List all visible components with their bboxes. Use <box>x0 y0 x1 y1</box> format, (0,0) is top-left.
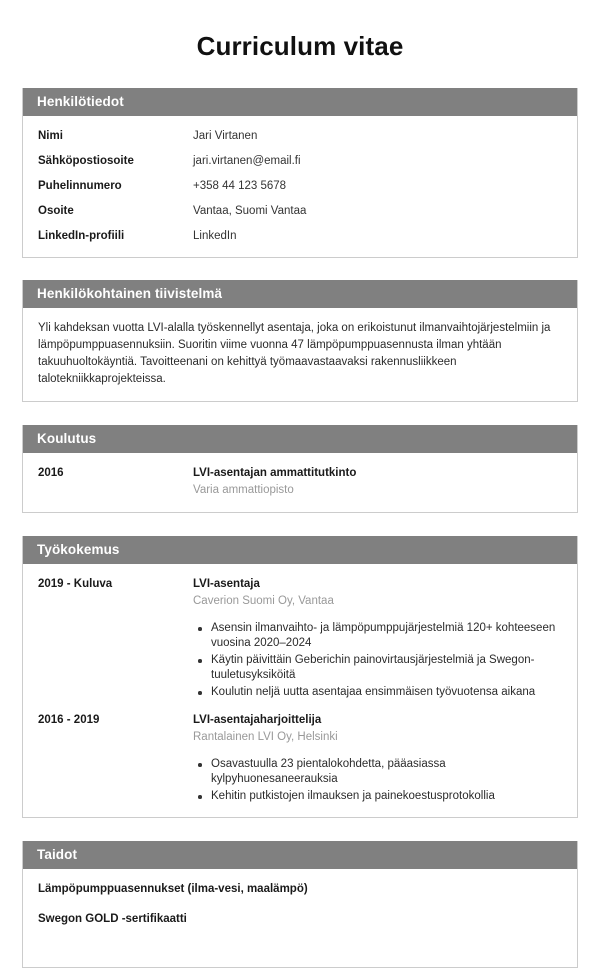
info-row <box>38 178 562 194</box>
section-summary-body <box>23 308 577 401</box>
experience-entry-bullets <box>193 621 562 700</box>
info-label-address: Osoite <box>38 205 74 217</box>
skill-item: Swegon GOLD -sertifikaatti <box>38 913 187 925</box>
info-value-phone: +358 44 123 5678 <box>193 180 287 192</box>
education-entry-institution: Varia ammattiopisto <box>193 484 294 496</box>
experience-entry-main <box>193 712 562 804</box>
info-label-name: Nimi <box>38 130 63 142</box>
skill-item: Lämpöpumppuasennukset (ilma-vesi, maalämpö) <box>38 883 308 895</box>
section-skills-body <box>23 869 577 967</box>
info-row <box>38 128 562 144</box>
summary-paragraph: Yli kahdeksan vuotta LVI-alalla työskennellyt asentaja, joka on erikoistunut ilmanvaihtojärjestelmiin ja lämpöpumppuasennuksiin. Suoritin viime vuonna 47 lämpöpumppuasennusta ilman yhtään takuuhuoltokäyntiä. Tavoitteenani on kehittyä työmaavastaavaksi rakennusliikkeen talotekniikkaprojekteissa. <box>38 322 551 385</box>
section-personal-details-heading: Henkilötiedot <box>23 88 577 116</box>
section-education <box>22 425 578 513</box>
info-value-name: Jari Virtanen <box>193 130 258 142</box>
info-label-email: Sähköpostiosoite <box>38 155 134 167</box>
info-label-linkedin: LinkedIn-profiili <box>38 230 125 242</box>
list-item: Asensin ilmanvaihto- ja lämpöpumppujärjestelmiä 120+ kohteeseen vuosina 2020–2024 <box>193 621 562 651</box>
section-education-heading: Koulutus <box>23 425 577 453</box>
section-skills-heading: Taidot <box>23 841 577 869</box>
section-summary-heading: Henkilökohtainen tiivistelmä <box>23 280 577 308</box>
experience-entry-employer: Caverion Suomi Oy, Vantaa <box>193 595 334 607</box>
experience-entry-date: 2016 - 2019 <box>38 714 100 726</box>
info-value-email: jari.virtanen@email.fi <box>193 155 301 167</box>
experience-entry <box>38 576 562 700</box>
info-label-phone: Puhelinnumero <box>38 180 122 192</box>
info-value-linkedin: LinkedIn <box>193 230 237 242</box>
experience-entry-main <box>193 576 562 700</box>
education-entry-date: 2016 <box>38 467 64 479</box>
section-education-body <box>23 453 577 512</box>
list-item: Koulutin neljä uutta asentajaa ensimmäisen työvuotensa aikana <box>193 685 562 700</box>
experience-entry-title: LVI-asentajaharjoittelija <box>193 714 322 726</box>
page-title: Curriculum vitae <box>196 31 404 61</box>
section-summary <box>22 280 578 402</box>
info-value-address: Vantaa, Suomi Vantaa <box>193 205 307 217</box>
list-item: Kehitin putkistojen ilmauksen ja painekoestusprotokollia <box>193 789 562 804</box>
list-item: Käytin päivittäin Geberichin painovirtausjärjestelmiä ja Swegon-tuuletusyksiköitä <box>193 653 562 683</box>
experience-entry-bullets <box>193 757 562 804</box>
experience-entry-employer: Rantalainen LVI Oy, Helsinki <box>193 731 338 743</box>
info-row <box>38 228 562 244</box>
section-experience-body <box>23 564 577 817</box>
section-experience-heading: Työkokemus <box>23 536 577 564</box>
experience-entry <box>38 712 562 804</box>
experience-entry-title: LVI-asentaja <box>193 578 260 590</box>
section-skills <box>22 841 578 968</box>
education-entry <box>38 465 562 499</box>
info-row <box>38 153 562 169</box>
section-experience <box>22 536 578 818</box>
education-entry-main <box>193 465 562 499</box>
section-personal-details <box>22 88 578 258</box>
list-item: Osavastuulla 23 pientalokohdetta, pääasiassa kylpyhuonesaneerauksia <box>193 757 562 787</box>
experience-entry-date: 2019 - Kuluva <box>38 578 113 590</box>
info-row <box>38 203 562 219</box>
education-entry-title: LVI-asentajan ammattitutkinto <box>193 467 357 479</box>
section-personal-details-body <box>23 116 577 257</box>
